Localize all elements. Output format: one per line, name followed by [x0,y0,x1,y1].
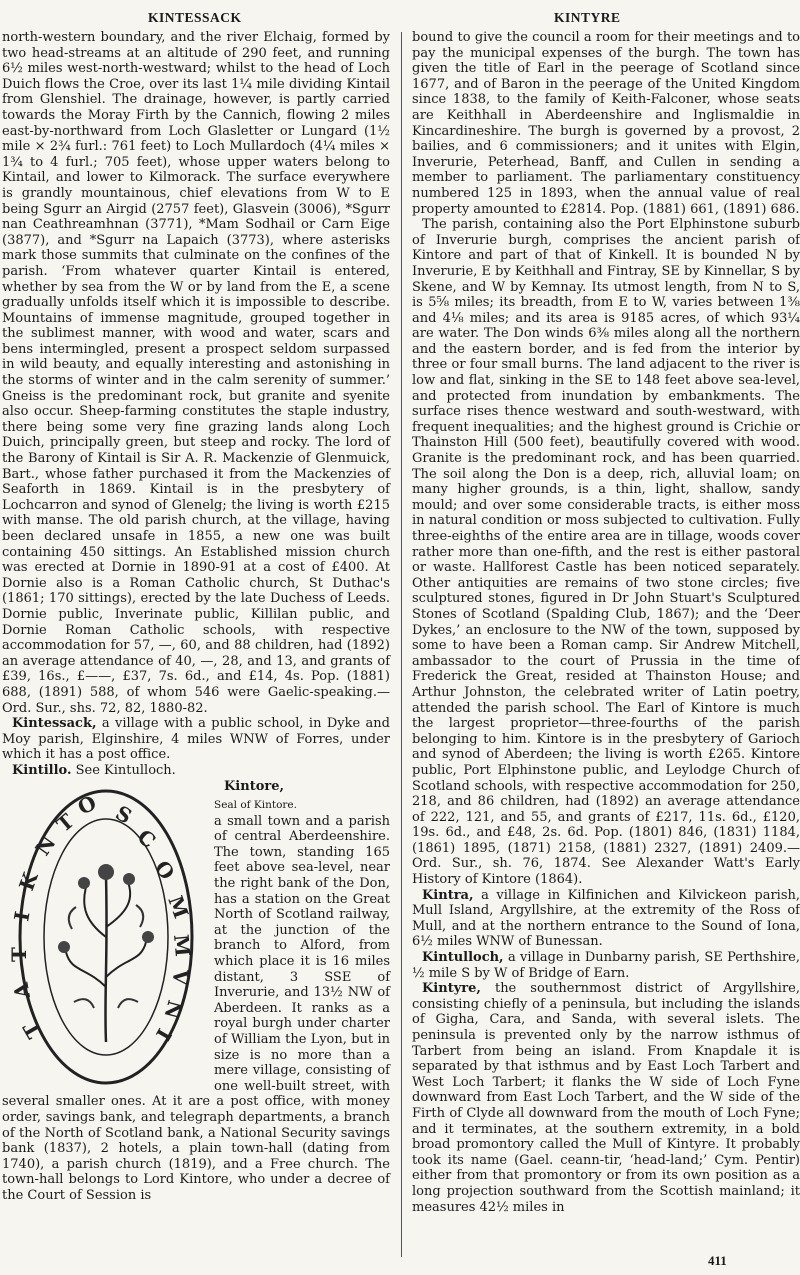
seal-of-kintore-image [7,787,196,1087]
headword: Kintra, [422,887,474,903]
svg-text:T: T [18,1017,47,1042]
svg-text:K: K [14,868,43,894]
column-divider [401,32,402,1257]
svg-text:O: O [73,789,100,820]
seal-figure [2,787,210,1087]
svg-text:I: I [9,908,35,923]
entry-kintillo [2,763,390,779]
svg-text:N: N [30,830,61,860]
page-number: 411 [708,1253,727,1268]
svg-text:T: T [7,946,31,962]
kintore-parish: The parish, containing also the Port Elphinstone suburb of Inverurie burgh, comprises the ancient parish of Kintore and part of that of Kinkell. It is bounded N by Inverurie, E by Keithhall and Fintray, SE by Kinnellar, S by Skene, and W by Kemnay. Its utmost length, from N to S, is 5⅝ miles; its breadth, from E to W, varies between 1⅜ and 4⅛ miles; and its area is 9185 acres, of which 93¼ are water. The Don winds 6⅜ miles along all the northern and the eastern border, and is fed from the interior by three or four small burns. The land adjacent to the river is low and flat, sinking in the SE to 148 feet above sea-level, and protected from inundation by embankments. The surface rises thence westward and south-westward, with frequent inequalities; and the highest ground is Crichie or Thainston Hill (500 feet), beautifully covered with wood. Granite is the predominant rock, and has been quarried. The soil along the Don is a deep, rich, alluvial loam; on many higher grounds, is a thin, light, shallow, sandy mould; and over some considerable tracts, is either moss in natural condition or moss subjected to cultivation. Fully three-eighths of the entire area are in tillage, woods cover rather more than one-fifth, and the rest is either pastoral or waste. Hallforest Castle has been noticed separately. Other antiquities are remains of two stone circles; five sculptured stones, figured in Dr John Stuart's Sculptured Stones of Scotland (Spalding Club, 1867); and the ‘Deer Dykes,’ an enclosure to the NW of the town, supposed by some to have been a Roman camp. Sir Andrew Mitchell, ambassador to the court of Prussia in the time of Frederick the Great, resided at Thainston House; and Arthur Johnston, the celebrated writer of Latin poetry, attended the parish school. The Earl of Kintore is much the largest proprietor—three-fourths of the parish belonging to him. Kintore is in the presbytery of Garioch and synod of Aberdeen; the living is worth £265. Kintore public, Port Elphinstone public, and Leylodge Church of Scotland schools, with respective accommodation for 250, 218, and 86 children, had (1892) an average attendance of 222, 121, and 55, and grants of £217, 11s. 6d., £120, 19s. 6d., and £48, 2s. 6d. Pop. (1801) 846, (1831) 1184, (1861) 1895, (1871) 2158, (1881) 2327, (1891) 2409.—Ord. Sur., sh. 76, 1874. See Alexander Watt's Early History of Kintore (1864). [412,217,800,888]
svg-text:V: V [167,968,193,986]
entry-text: a village in Kilfinichen and Kilvickeon parish, Mull Island, Argyllshire, at the extremity of the Ross of Mull, and at the northern entrance to the Sound of Iona, 6½ miles WNW of Bunessan. [412,887,800,950]
running-head-left: KINTESSACK [148,10,242,25]
kintore-continuation: bound to give the council a room for their meetings and to pay the municipal expenses of the burgh. The town has given the title of Earl in the peerage of Scotland since 1677, and of Baron in the peerage of the United Kingdom since 1838, to the family of Keith-Falconer, whose seats are Keithhall in Aberdeenshire and Inglismaldie in Kincardineshire. The burgh is governed by a provost, 2 bailies, and 6 commissioners; and it unites with Elgin, Inverurie, Peterhead, Banff, and Cullen in sending a member to parliament. The parliamentary constituency numbered 125 in 1893, when the annual value of real property amounted to £2814. Pop. (1881) 661, (1891) 686. [412,30,800,217]
svg-text:S: S [111,800,137,829]
entry-kintra [412,888,800,950]
headword: Kintyre, [422,981,481,997]
svg-text:C: C [132,823,161,853]
headword: Kintulloch, [422,950,504,966]
entry-text: a small town and a parish of central Aberdeenshire. The town, standing 165 feet above sea-level, near the right bank of the Don, has a station on the Great North of Scotland railway, at the junction of the branch to Alford, from which place it is 16 miles distant, 3 SSE of Inverurie, and 13½ NW of Aberdeen. It ranks as a royal burgh under charter of William the Lyon, but in size is no more than a mere village, consisting of one well-built street, with several smaller ones. At it are a post office, with money order, savings bank, and telegraph departments, a branch of the North of Scotland bank, a National Security savings bank (1837), 2 hotels, a plain town-hall (dating from 1740), a parish church (1819), and a Free church. The town-hall belongs to Lord Kintore, who under a decree of the Court of Session is [2,813,390,1203]
headword: Kintore, [224,778,285,794]
svg-text:M: M [163,892,194,922]
left-column [2,30,390,1204]
entry-kintyre [412,981,800,1215]
entry-text: the southernmost district of Argyllshire, consisting chiefly of a peninsula, but including the islands of Gigha, Cara, and Sanda, with several islets. The peninsula is prevented only by the narrow isthmus of Tarbert from being an island. From Knapdale it is separated by that isthmus and by East Loch Tarbert and West Loch Tarbert; it flanks the W side of Loch Fyne downward from East Loch Tarbert, and the W side of the Firth of Clyde all downward from the mouth of Loch Fyne; and it terminates, at the southern extremity, in a bold broad promontory called the Mull of Kintyre. It probably took its name (Gael. ceann-tir, ‘head-land;’ Cym. Pentir) either from that promontory or from its own position as a long projection southward from the Scottish mainland; it measures 42½ miles in [412,981,800,1215]
seal-caption: Seal of Kintore. [214,799,297,812]
entry-text: a village with a public school, in Dyke and Moy parish, Elginshire, 4 miles WNW of Forres, under which it has a post office. [2,716,390,763]
headword: Kintillo. [12,762,72,778]
entry-text: See Kintulloch. [71,762,176,778]
svg-text:O: O [149,855,180,884]
entry-kintulloch [412,950,800,981]
kintail-continuation: north-western boundary, and the river Elchaig, formed by two head-streams at an altitude of 290 feet, and running 6½ miles west-north-westward; whilst to the head of Loch Duich flows the Croe, over its last 1¼ mile dividing Kintail from Glenshiel. The drainage, however, is partly carried towards the Moray Firth by the Cannich, flowing 2 miles east-by-northward from Loch Glasletter or Lungard (1½ mile × 2¾ furl.: 761 feet) to Loch Mullardoch (4¼ miles × 1¾ to 4 furl.; 705 feet), whose upper waters belong to Kintail, and lower to Kilmorack. The surface everywhere is grandly mountainous, chief elevations from W to E being Sgurr an Airgid (2757 feet), Glasvein (3006), *Sgurr nan Ceathreamhnan (3771), *Mam Sodhail or Carn Eige (3877), and *Sgurr na Lapaich (3773), where asterisks mark those summits that culminate on the confines of the parish. ‘From whatever quarter Kintail is entered, whether by sea from the W or by land from the E, a scene gradually unfolds itself which it is impossible to describe. Mountains of immense magnitude, grouped together in the sublimest manner, with wood and water, scars and bens intermingled, present a prospect seldom surpassed in wild beauty, and equally interesting and astonishing in the storms of winter and in the calm serenity of summer.’ Gneiss is the predominant rock, but granite and syenite also occur. Sheep-farming constitutes the staple industry, there being some very fine grazing lands along Loch Duich, principally green, but steep and rocky. The lord of the Barony of Kintail is Sir A. R. Mackenzie of Glenmuick, Bart., whose father purchased it from the Mackenzies of Seaforth in 1869. Kintail is in the presbytery of Lochcarron and synod of Glenelg; the living is worth £215 with manse. The old parish church, at the village, having been declared unsafe in 1855, a new one was built containing 450 sittings. An Established mission church was erected at Dornie in 1890-91 at a cost of £400. At Dornie also is a Roman Catholic church, St Duthac's (1861; 170 sittings), erected by the late Duchess of Leeds. Dornie public, Inverinate public, Killilan public, and Dornie Roman Catholic schools, with respective accommodation for 57, —, 60, and 88 children, had (1892) an average attendance of 40, —, 28, and 13, and grants of £39, 16s., £——, £37, 7s. 6d., and £14, 4s. Pop. (1881) 688, (1891) 588, of whom 546 were Gaelic-speaking.—Ord. Sur., shs. 72, 82, 1880-82. [2,30,390,716]
entry-kintessack [2,716,390,763]
right-column [412,30,800,1215]
svg-text:T: T [51,808,79,837]
svg-text:M: M [169,932,195,957]
entry-text: a village in Dunbarny parish, SE Perthshire, ½ mile S by W of Bridge of Earn. [412,950,800,981]
svg-text:A: A [8,980,35,1000]
headword: Kintessack, [12,716,97,732]
svg-text:I: I [150,1024,177,1045]
running-head-right: KINTYRE [554,10,621,25]
svg-text:N: N [159,997,188,1022]
